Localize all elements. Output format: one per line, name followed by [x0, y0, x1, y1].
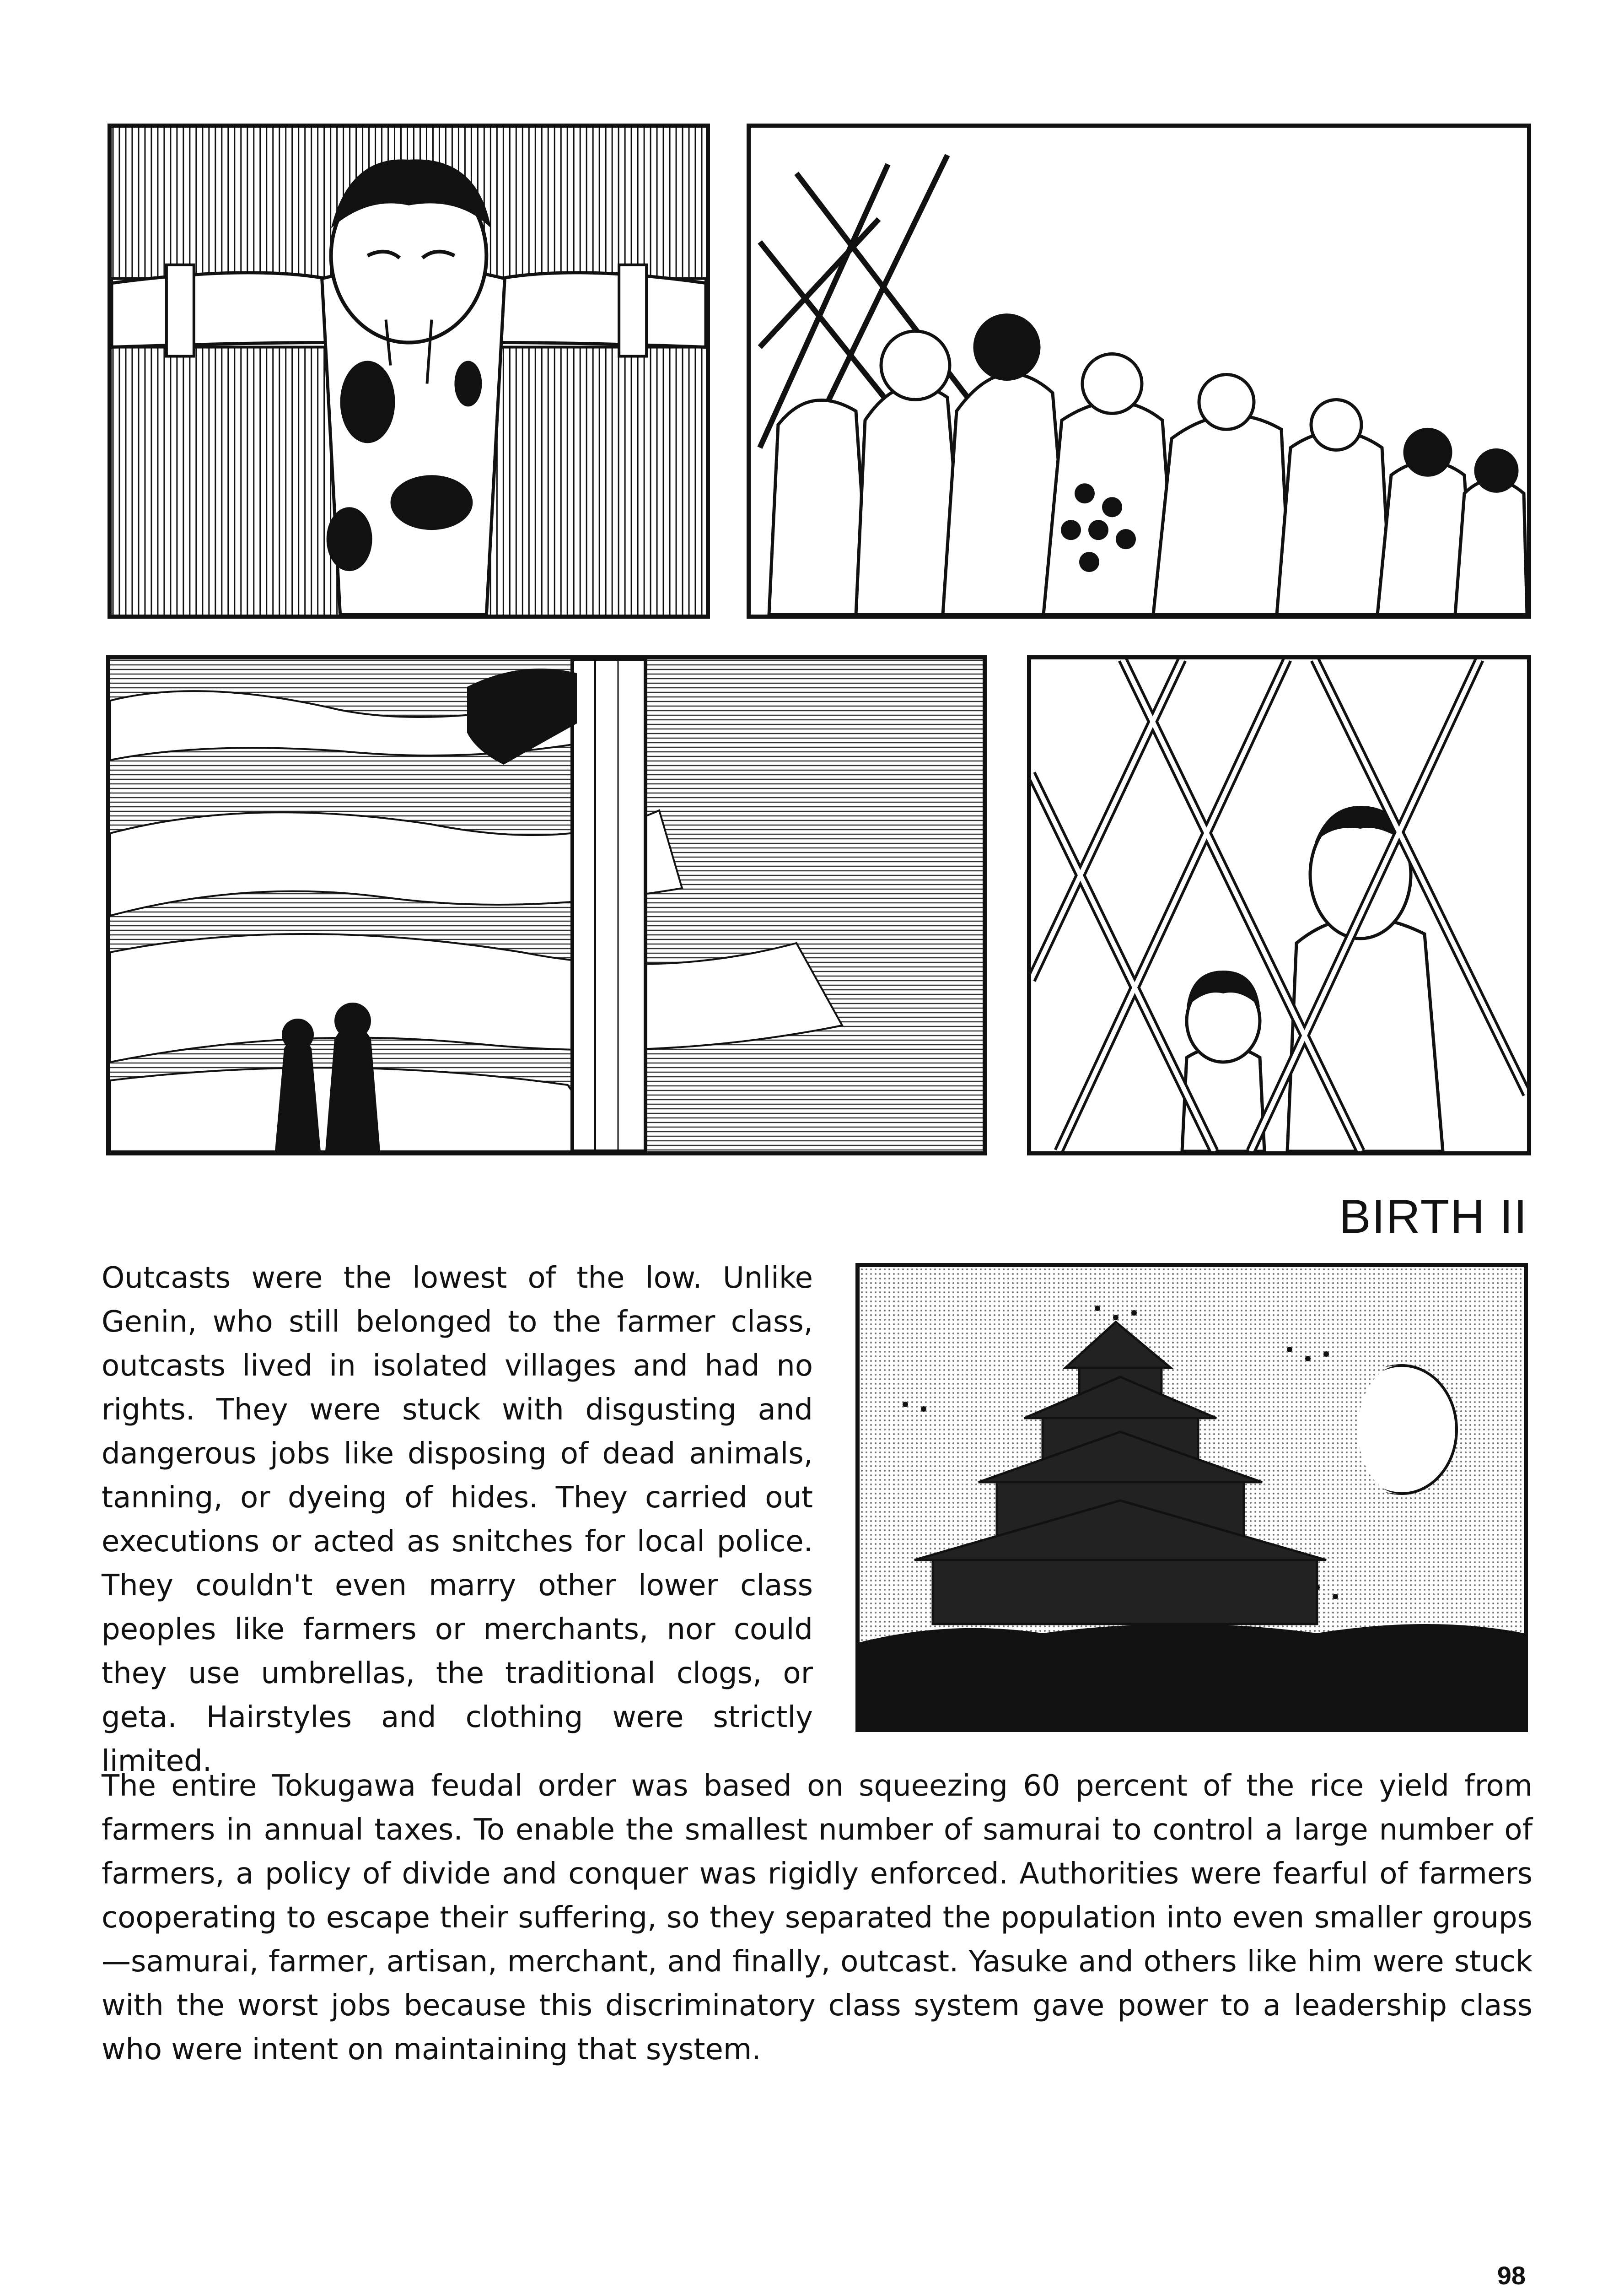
sky-and-post-illustration [110, 659, 983, 1151]
comic-panel-crucified-man [108, 124, 710, 619]
comic-panel-castle-moon [855, 1263, 1528, 1732]
man-and-boy-illustration [1031, 659, 1527, 1151]
main-text: The entire Tokugawa feudal order was based on squeezing 60 percent of the rice yield from farmers in annual taxes. To enable the smallest number of samurai to control a large number of farmers, a policy of divide and conquer was rigidly enforced. Authorities were fearful of farmers cooperating to escape their suffering, so they separated the population into even smaller groups—samurai, farmer, artisan, merchant, and finally, outcast. Yasuke and others like him were stuck with the worst jobs because this discriminatory class system gave power to a leadership class who were intent on maintaining that system. [102, 1769, 1533, 2067]
sidebar-text: Outcasts were the lowest of the low. Unlike Genin, who still belonged to the farmer class, outcasts lived in isolated villages and had no rights. They were stuck with disgusting and dangerous jobs like disposing of dead animals, tanning, or dyeing of hides. They carried out executions or acted as snitches for local police. They couldn't even marry other lower class peoples like farmers or merchants, nor could they use umbrellas, the traditional clogs, or geta. Hairstyles and clothing were strictly limited. [102, 1261, 813, 1778]
sidebar-paragraph [102, 1256, 813, 1783]
crowd-illustration [751, 128, 1527, 615]
crucified-man-illustration [112, 128, 706, 615]
main-paragraph [102, 1764, 1533, 2072]
page-number: 98 [1497, 2261, 1526, 2288]
comic-panel-post-and-sky [106, 655, 987, 1155]
comic-panel-man-and-boy [1027, 655, 1531, 1155]
comic-panel-crowd-at-fence [747, 124, 1531, 619]
chapter-title: BIRTH II [1339, 1190, 1528, 1243]
castle-illustration [860, 1267, 1524, 1728]
